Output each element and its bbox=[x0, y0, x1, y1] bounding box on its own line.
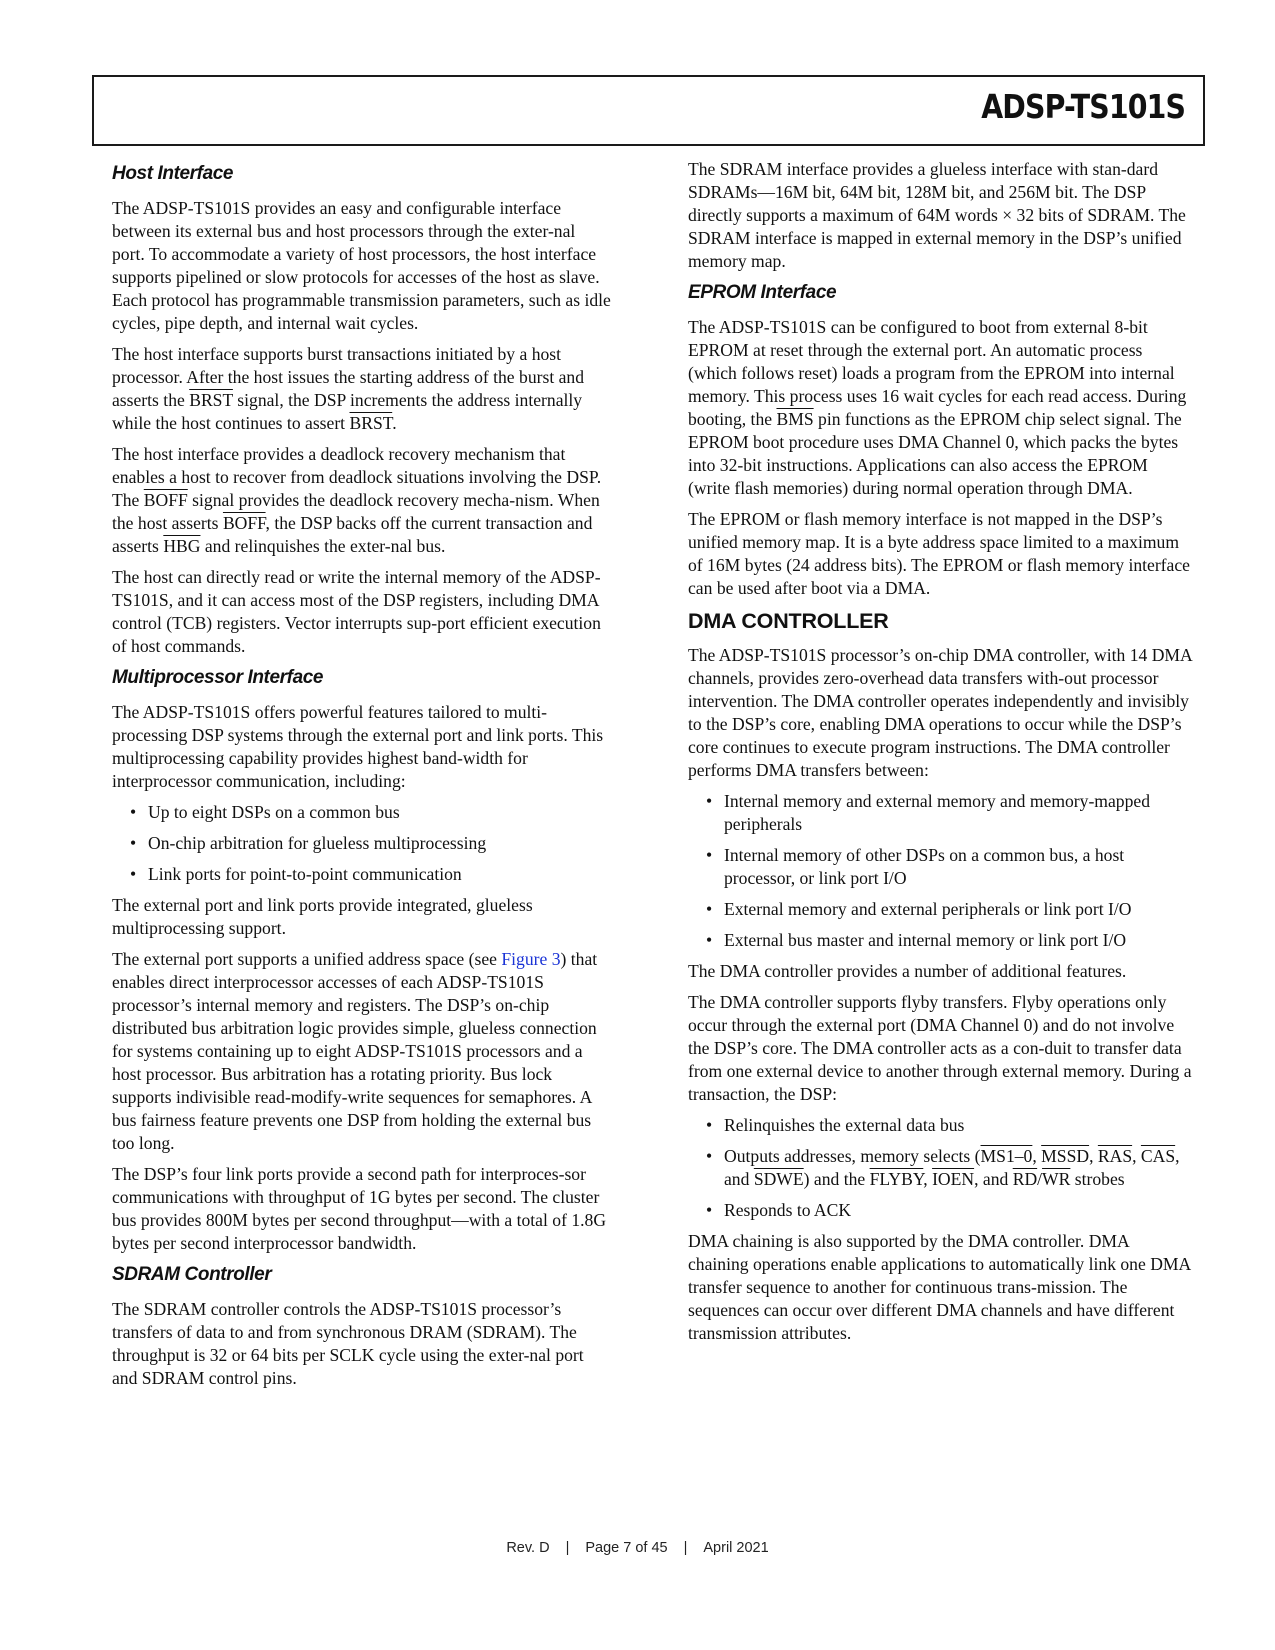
text: , bbox=[923, 1169, 933, 1189]
text: signal, the DSP increments the address internally while the host continues to assert bbox=[112, 390, 583, 433]
page-header bbox=[92, 75, 1205, 146]
multiprocessor-bullet-list bbox=[112, 801, 612, 886]
list-item: • External bus master and internal memory or link port I/O bbox=[706, 929, 1193, 952]
signal-brst: BRST bbox=[349, 413, 393, 433]
separator: | bbox=[565, 1540, 570, 1556]
date: April 2021 bbox=[703, 1540, 769, 1556]
signal-ms: MS1–0 bbox=[980, 1146, 1033, 1166]
sdram-controller-heading: SDRAM Controller bbox=[112, 1264, 272, 1285]
text: / bbox=[1037, 1169, 1043, 1189]
signal-hbg: $\overline{HBG}$ bbox=[163, 536, 201, 556]
text: , bbox=[1089, 1146, 1098, 1166]
figure-3-link[interactable]: Figure 3 bbox=[501, 949, 561, 969]
list-item: • Internal memory of other DSPs on a common bus, a host processor, or link port I/O bbox=[706, 844, 1193, 890]
signal-cas: $\overline{CAS}$ bbox=[1140, 1146, 1176, 1166]
host-paragraph-2 bbox=[112, 343, 612, 435]
signal-flyby: FLYBY bbox=[869, 1169, 924, 1189]
separator: | bbox=[683, 1540, 688, 1556]
signal-boff: BOFF bbox=[222, 513, 266, 533]
text: The host interface provides a deadlock recovery mechanism that enables a host to recover from deadlock situations involving the DSP. The bbox=[112, 444, 602, 510]
host-paragraph-1: The ADSP-TS101S provides an easy and configurable interface between its external bus and host processors through the exter-nal port. To accommodate a variety of host processors, the host interface supports pipelined or slow protocols for accesses of the host as slave. Each protocol has programmable transmission parameters, such as idle cycles, pipe depth, and internal wait cycles. bbox=[112, 198, 611, 333]
text: and relinquishes the exter-nal bus. bbox=[200, 536, 446, 556]
multiprocessor-paragraph-3 bbox=[112, 948, 612, 1155]
signal-rd: $\overline{RD}$ bbox=[1012, 1169, 1038, 1189]
list-item: • Relinquishes the external data bus bbox=[706, 1114, 1193, 1137]
text: , and bbox=[974, 1169, 1013, 1189]
eprom-paragraph-1 bbox=[688, 316, 1193, 500]
host-interface-heading: Host Interface bbox=[112, 163, 234, 184]
eprom-interface-heading: EPROM Interface bbox=[688, 282, 837, 303]
sdram-paragraph-2: The SDRAM interface provides a glueless interface with stan-dard SDRAMs—16M bit, 64M bit, 128M bit, and 256M bit. The DSP directly supports a maximum of 64M words × 32 bits of SDRAM. The SDRAM interface is mapped in external memory in the DSP’s unified memory map. bbox=[688, 159, 1186, 271]
dma-paragraph-1: The ADSP-TS101S processor’s on-chip DMA controller, with 14 DMA channels, provides zero-overhead data transfers with-out processor intervention. The DMA controller operates independently and invisibly to the DSP’s core, enabling DMA operations to occur while the DSP’s core continues to execute program instructions. The DMA controller performs DMA transfers between: bbox=[688, 645, 1192, 780]
list-item: • External memory and external peripherals or link port I/O bbox=[706, 898, 1193, 921]
flyby-bullet-list bbox=[688, 1114, 1193, 1222]
text: , and bbox=[724, 1146, 1180, 1189]
text: signal provides the deadlock recovery mecha-nism. When the host asserts bbox=[112, 490, 600, 533]
list-item: • Responds to ACK bbox=[706, 1199, 1193, 1222]
left-column bbox=[112, 158, 612, 1398]
text: ) and the bbox=[803, 1169, 870, 1189]
dma-controller-heading: DMA CONTROLLER bbox=[688, 609, 889, 633]
text: strobes bbox=[1070, 1169, 1125, 1189]
text: . bbox=[392, 413, 397, 433]
signal-mssd: MSSD bbox=[1041, 1146, 1090, 1166]
multiprocessor-paragraph-2: The external port and link ports provide integrated, glueless multiprocessing support. bbox=[112, 895, 533, 938]
list-item: • Up to eight DSPs on a common bus bbox=[130, 801, 612, 824]
dma-paragraph-3: The DMA controller supports flyby transfers. Flyby operations only occur through the external port (DMA Channel 0) and do not involve the DSP’s core. The DMA controller acts as a con-duit to transfer data from one external device to another through external memory. During a transaction, the DSP: bbox=[688, 992, 1192, 1104]
right-column bbox=[688, 158, 1193, 1353]
text: The host interface supports burst transactions initiated by a host processor. After the host issues the starting address of the burst and asserts the bbox=[112, 344, 585, 410]
multiprocessor-interface-heading: Multiprocessor Interface bbox=[112, 667, 324, 688]
text: , bbox=[1032, 1146, 1042, 1166]
list-item: • Link ports for point-to-point communication bbox=[130, 863, 612, 886]
eprom-paragraph-2: The EPROM or flash memory interface is not mapped in the DSP’s unified memory map. It is a byte address space limited to a maximum of 16M bytes (24 address bits). The EPROM or flash memory interface can be used after boot via a DMA. bbox=[688, 509, 1190, 598]
list-item: • Internal memory and external memory and memory-mapped peripherals bbox=[706, 790, 1193, 836]
document-title: ADSP-TS101S bbox=[981, 87, 1185, 126]
host-paragraph-4: The host can directly read or write the internal memory of the ADSP-TS101S, and it can access most of the DSP registers, including DMA control (TCB) registers. Vector interrupts sup-port efficient execution of host commands. bbox=[112, 567, 601, 656]
text: The ADSP-TS101S can be configured to boot from external 8-bit EPROM at reset through the external port. An automatic process (which follows reset) loads a program from the EPROM into internal memory. This process uses 16 wait cycles for each read access. During booting, the bbox=[688, 317, 1187, 429]
text: , bbox=[1132, 1146, 1141, 1166]
text: ) that enables direct interprocessor accesses of each ADSP-TS101S processor’s internal memory and registers. The DSP’s on-chip distributed bus arbitration logic provides simple, glueless connection for systems containing up to eight ADSP-TS101S processors and a host processor. Bus arbitration has a rotating priority. Bus lock supports indivisible read-modify-write sequences for semaphores. A bus fairness feature prevents one DSP from holding the external bus too long. bbox=[112, 949, 598, 1153]
text: The external port supports a unified address space (see bbox=[112, 949, 502, 969]
signal-ioen: IOEN bbox=[932, 1169, 975, 1189]
text: pin functions as the EPROM chip select signal. The EPROM boot procedure uses DMA Channel 0, which packs the bytes into 32-bit instructions. Applications can also access the EPROM (write flash memories) during normal operation through DMA. bbox=[688, 409, 1182, 498]
dma-paragraph-2: The DMA controller provides a number of additional features. bbox=[688, 961, 1127, 981]
list-item: • On-chip arbitration for glueless multiprocessing bbox=[130, 832, 612, 855]
page-footer bbox=[0, 1540, 1275, 1556]
dma-bullet-list bbox=[688, 790, 1193, 952]
signal-brst: BRST bbox=[189, 390, 233, 410]
revision: Rev. D bbox=[506, 1540, 550, 1556]
multiprocessor-paragraph-4: The DSP’s four link ports provide a second path for interproces-sor communications with throughput of 1G bytes per second. The cluster bus provides 800M bytes per second throughput—with a total of 1.8G bytes per second interprocessor bandwidth. bbox=[112, 1164, 607, 1253]
signal-ras: $\overline{RAS}$ bbox=[1097, 1146, 1133, 1166]
signal-sdwe: SDWE bbox=[753, 1169, 804, 1189]
text: Outputs addresses, memory selects ( bbox=[724, 1146, 981, 1166]
page-number: Page 7 of 45 bbox=[585, 1540, 668, 1556]
multiprocessor-paragraph-1: The ADSP-TS101S offers powerful features tailored to multi-processing DSP systems through the external port and link ports. This multiprocessing capability provides highest band-width for interprocessor communication, including: bbox=[112, 702, 604, 791]
host-paragraph-3 bbox=[112, 443, 612, 558]
signal-bms: $\overline{BMS}$ bbox=[776, 409, 814, 429]
dma-paragraph-4: DMA chaining is also supported by the DMA controller. DMA chaining operations enable applications to automatically link one DMA transfer sequence to another for continuous trans-mission. The sequences can occur over different DMA channels and have different transmission attributes. bbox=[688, 1231, 1191, 1343]
text: , the DSP backs off the current transaction and asserts bbox=[112, 513, 593, 556]
signal-boff: BOFF bbox=[143, 490, 188, 510]
signal-wr: $\overline{WR}$ bbox=[1042, 1169, 1071, 1189]
list-item bbox=[706, 1145, 1193, 1191]
sdram-paragraph-1: The SDRAM controller controls the ADSP-TS101S processor’s transfers of data to and from synchronous DRAM (SDRAM). The throughput is 32 or 64 bits per SCLK cycle using the exter-nal port and SDRAM control pins. bbox=[112, 1299, 584, 1388]
